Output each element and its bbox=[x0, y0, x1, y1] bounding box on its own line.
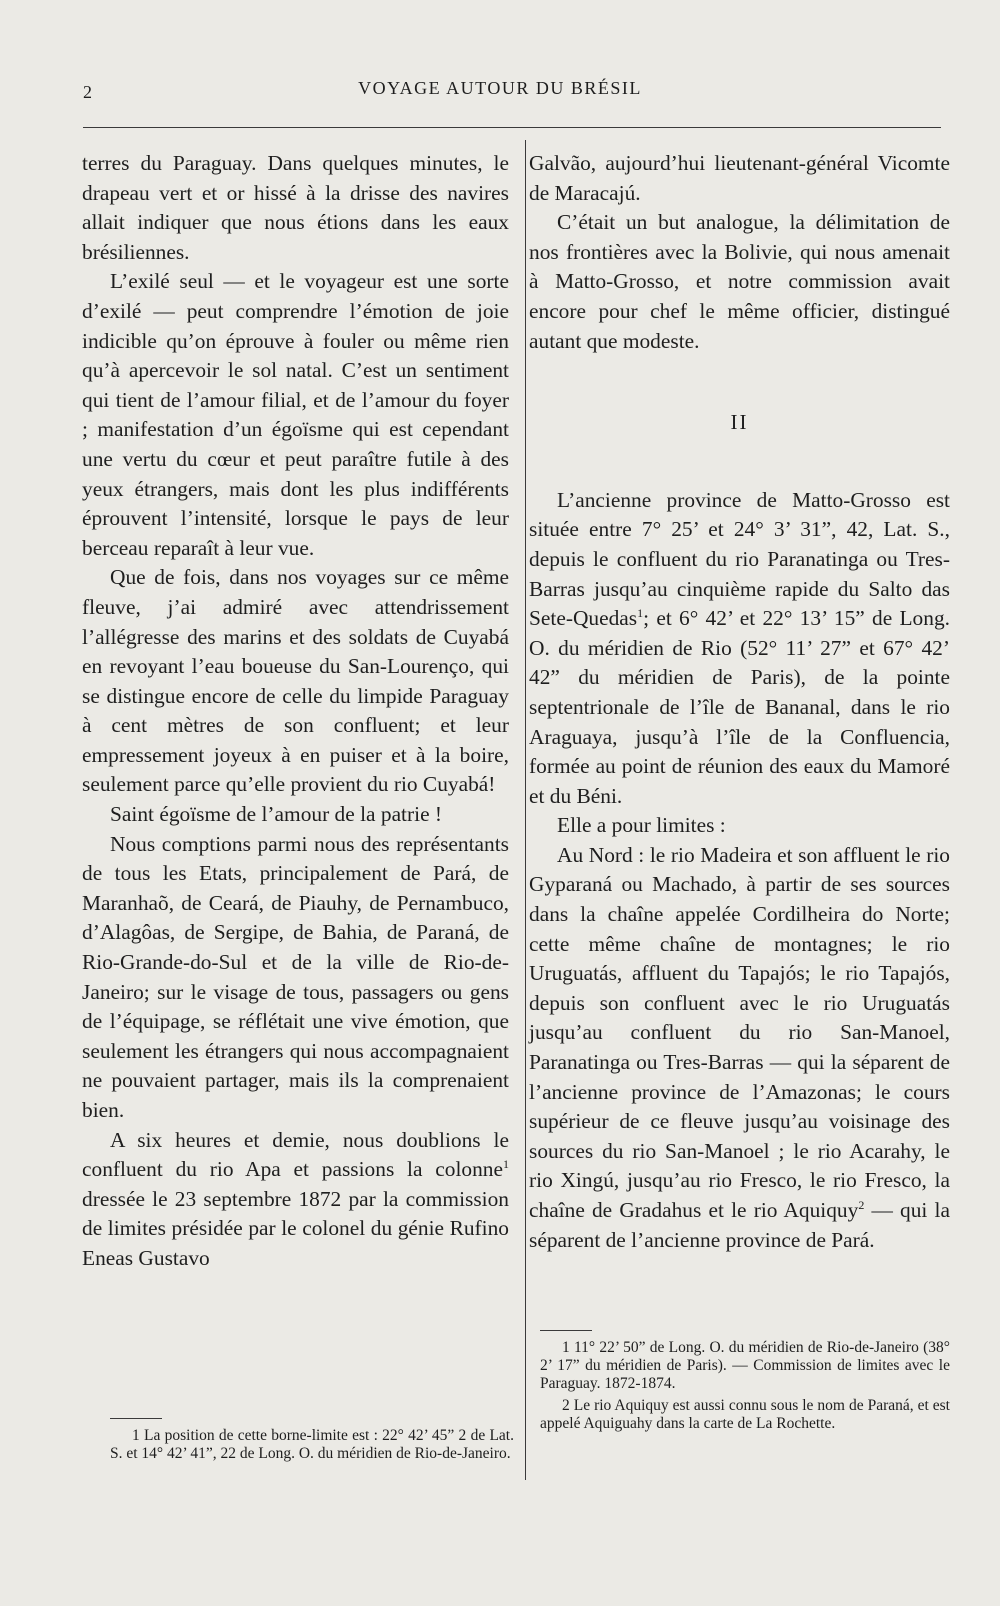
right-column bbox=[529, 149, 950, 1255]
paragraph-text: L’ancienne province de Matto-Grosso est située entre 7° 25’ et 24° 3’ 31”, 42, Lat. S., depuis le confluent du rio Paranatinga ou Tres-Barras jusqu’au cinquième rapide du Salto das Sete-Quedas bbox=[529, 487, 950, 631]
footnote-marker: 1 bbox=[132, 1427, 140, 1444]
footnote-reference: 1 bbox=[637, 606, 644, 620]
footnote-text: Le rio Aquiquy est aussi connu sous le nom de Paraná, et est appelé Aquiguahy dans la carte de La Rochette. bbox=[540, 1397, 950, 1432]
paragraph: Que de fois, dans nos voyages sur ce même fleuve, j’ai admiré avec attendrissement l’allégresse des marins et des soldats de Cuyabá en revoyant l’eau boueuse du San-Lourenço, qui se distingue encore de celle du limpide Paraguay à cent mètres de son confluent; et leur empressement joyeux à en puiser et à la boire, seulement parce qu’elle provient du rio Cuyabá! bbox=[82, 565, 509, 797]
footnote-reference: 2 bbox=[858, 1197, 865, 1212]
left-column bbox=[82, 149, 509, 1274]
paragraph: Saint égoïsme de l’amour de la patrie ! bbox=[110, 802, 443, 827]
footnote-text: La position de cette borne-limite est : 22° 42’ 45” 2 de Lat. S. et 14° 42’ 41”, 22 de Long. O. du méridien de Rio-de-Janeiro. bbox=[110, 1427, 514, 1462]
section-number: II bbox=[730, 410, 749, 435]
footnote bbox=[540, 1397, 950, 1433]
left-footnotes bbox=[110, 1418, 514, 1467]
paragraph bbox=[529, 486, 950, 812]
footnote bbox=[540, 1339, 950, 1393]
paragraph bbox=[82, 1126, 509, 1274]
footnote-rule bbox=[540, 1330, 592, 1331]
footnote bbox=[110, 1427, 514, 1463]
paragraph-text: — qui la séparent de l’ancienne province de Pará. bbox=[529, 1198, 950, 1252]
page-number: 2 bbox=[83, 82, 92, 102]
paragraph: terres du Paraguay. Dans quelques minutes, le drapeau vert et or hissé à la drisse des navires allait indiquer que nous étions dans les eaux brésiliennes. bbox=[82, 151, 509, 264]
paragraph bbox=[529, 841, 950, 1255]
right-footnotes bbox=[540, 1330, 950, 1437]
paragraph: Elle a pour limites : bbox=[557, 813, 726, 838]
paragraph: Galvão, aujourd’hui lieutenant-général Vicomte de Maracajú. bbox=[529, 151, 950, 205]
paragraph-text: Au Nord : le rio Madeira et son affluent le rio Gyparaná ou Machado, à partir de ses sources dans la chaîne appelée Cordilheira do Norte; cette même chaîne de montagnes; le rio Uruguatás, affluent du Tapajós; le rio Tapajós, depuis son confluent avec le rio Uruguatás jusqu’au confluent du rio San-Manoel, Paranatinga ou Tres-Barras — qui la séparent de l’ancienne province de l’Amazonas; le cours supérieur de ce fleuve jusqu’au voisinage des sources du rio San-Manoel ; le rio Acarahy, le rio Xingú, jusqu’au rio Fresco, le rio Fresco, la chaîne de Gradahus et le rio Aquiquy bbox=[529, 842, 950, 1222]
paragraph: C’était un but analogue, la délimitation de nos frontières avec la Bolivie, qui nous amenait à Matto-Grosso, et notre commission avait encore pour chef le même officier, distingué autant que modeste. bbox=[529, 210, 950, 353]
column-divider bbox=[525, 140, 526, 1480]
paragraph-text: A six heures et demie, nous doublions le confluent du rio Apa et passions la colonne bbox=[82, 1127, 509, 1182]
footnote-rule bbox=[110, 1418, 162, 1419]
paragraph-text: dressée le 23 septembre 1872 par la commission de limites présidée par le colonel du génie Rufino Eneas Gustavo bbox=[82, 1186, 509, 1270]
footnote-text: 11° 22’ 50” de Long. O. du méridien de Rio-de-Janeiro (38° 2’ 17” du méridien de Paris). — Commission de limites avec le Paraguay. 1872-1874. bbox=[540, 1339, 950, 1392]
header-rule bbox=[83, 127, 941, 128]
paragraph: Nous comptions parmi nous des représentants de tous les Etats, principalement de Pará, de Maranhaõ, de Ceará, de Piauhy, de Pernambuco, d’Alagôas, de Sergipe, de Bahia, de Paraná, de Rio-Grande-do-Sul et de la ville de Rio-de-Janeiro; sur le visage de tous, passagers ou gens de l’équipage, se réflétait une vive émotion, que seulement les étrangers qui nous accompagnaient ne pouvaient partager, mais ils la comprenaient bien. bbox=[82, 831, 509, 1122]
footnote-marker: 1 bbox=[562, 1339, 570, 1356]
footnote-marker: 2 bbox=[562, 1397, 570, 1414]
footnote-reference: 1 bbox=[503, 1157, 509, 1172]
running-title: VOYAGE AUTOUR DU BRÉSIL bbox=[358, 78, 642, 98]
paragraph: L’exilé seul — et le voyageur est une sorte d’exilé — peut comprendre l’émotion de joie indicible qu’on éprouve à fouler ou même rien qu’à apercevoir le sol natal. C’est un sentiment qui tient de l’amour filial, et de l’amour du foyer ; manifestation d’un égoïsme qui est cependant une vertu du cœur et peut paraître futile à des yeux étrangers, mais dont les plus indifférents éprouvent l’intensité, lorsque le pays de leur berceau reparaît à leur vue. bbox=[82, 269, 509, 560]
paragraph-text: ; et 6° 42’ et 22° 13’ 15” de Long. O. du méridien de Rio (52° 11’ 27” et 67° 42’ 42” du méridien de Paris), de la pointe septentrionale de l’île de Bananal, dans le rio Araguaya, jusqu’à l’île de la Confluencia, formée au point de réunion des eaux du Mamoré et du Béni. bbox=[529, 606, 950, 808]
